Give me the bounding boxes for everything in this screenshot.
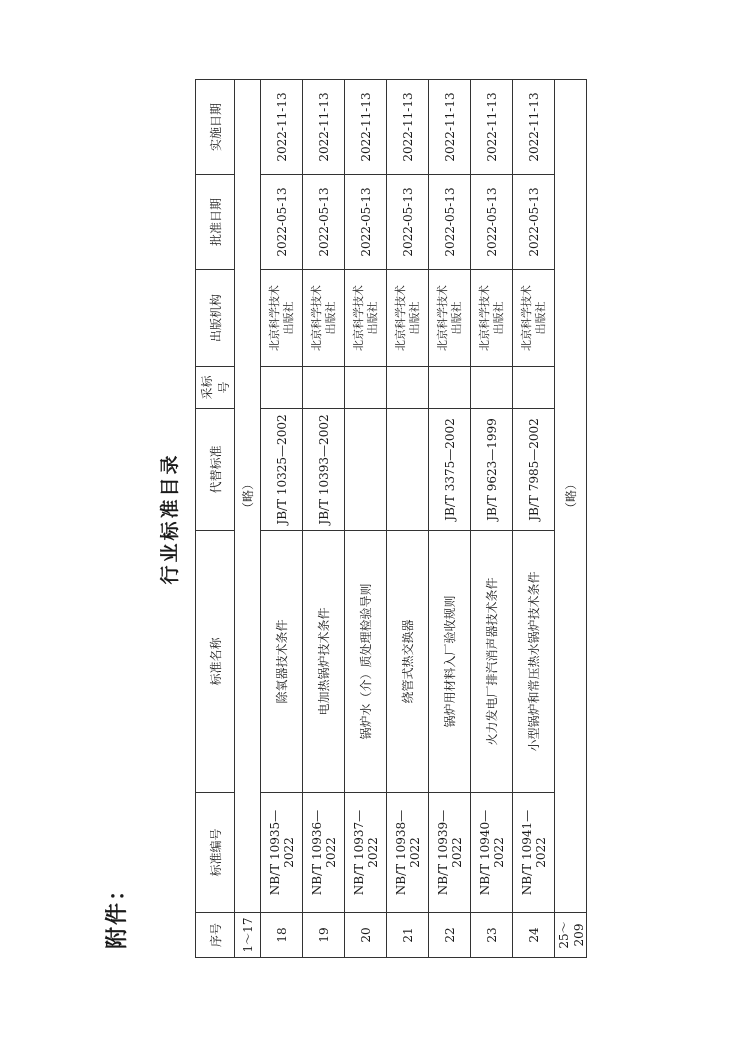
publisher-line: 出版社 (491, 301, 505, 335)
replaced-standard: JB/T 10325—2002 (261, 409, 303, 531)
column-header: 标准编号 (196, 793, 235, 913)
approval-date: 2022-05-13 (303, 175, 345, 270)
standard-code: NB/T 10940—2022 (471, 793, 513, 913)
omitted-note: （略） (555, 80, 587, 913)
adopted-standard-no (345, 367, 387, 409)
publisher (471, 270, 513, 367)
adopted-standard-no (471, 367, 513, 409)
column-header: 采标号 (196, 367, 235, 409)
publisher-line: 北京科学技术 (435, 285, 449, 351)
publisher-line: 出版社 (281, 301, 295, 335)
standard-code: NB/T 10939—2022 (429, 793, 471, 913)
standards-table (195, 79, 587, 958)
standard-name: 除氧器技术条件 (261, 531, 303, 793)
table-header-row (196, 80, 235, 958)
publisher-line: 北京科学技术 (309, 285, 323, 351)
replaced-standard: JB/T 10393—2002 (303, 409, 345, 531)
publisher-line: 北京科学技术 (477, 285, 491, 351)
approval-date: 2022-05-13 (261, 175, 303, 270)
adopted-standard-no (513, 367, 555, 409)
replaced-standard: JB/T 3375—2002 (429, 409, 471, 531)
standard-name: 小型锅炉和常压热水锅炉技术条件 (513, 531, 555, 793)
row-seq: 18 (261, 913, 303, 958)
row-seq: 20 (345, 913, 387, 958)
row-seq: 19 (303, 913, 345, 958)
publisher-line: 出版社 (533, 301, 547, 335)
column-header: 代替标准 (196, 409, 235, 531)
column-header: 批准日期 (196, 175, 235, 270)
table-row (513, 80, 555, 958)
approval-date: 2022-05-13 (471, 175, 513, 270)
adopted-standard-no (261, 367, 303, 409)
replaced-standard: JB/T 7985—2002 (513, 409, 555, 531)
column-header: 序号 (196, 913, 235, 958)
effective-date: 2022-11-13 (429, 80, 471, 175)
publisher (261, 270, 303, 367)
publisher-line: 北京科学技术 (519, 285, 533, 351)
standard-name: 锅炉水（介）质处理检验导则 (345, 531, 387, 793)
standard-name: 火力发电厂排汽消声器技术条件 (471, 531, 513, 793)
effective-date: 2022-11-13 (261, 80, 303, 175)
attachment-label: 附件： (105, 876, 130, 949)
publisher-line: 出版社 (407, 301, 421, 335)
adopted-standard-no (303, 367, 345, 409)
publisher (513, 270, 555, 367)
adopted-standard-no (387, 367, 429, 409)
row-seq: 23 (471, 913, 513, 958)
publisher (303, 270, 345, 367)
publisher-line: 出版社 (365, 301, 379, 335)
table-row-omitted (555, 80, 587, 958)
effective-date: 2022-11-13 (513, 80, 555, 175)
table-row (387, 80, 429, 958)
replaced-standard (387, 409, 429, 531)
row-seq-range: 1～17 (235, 913, 261, 958)
publisher (429, 270, 471, 367)
standard-code: NB/T 10936—2022 (303, 793, 345, 913)
replaced-standard: JB/T 9623—1999 (471, 409, 513, 531)
publisher-line: 出版社 (323, 301, 337, 335)
publisher-line: 北京科学技术 (393, 285, 407, 351)
table-row-omitted (235, 80, 261, 958)
table-row (303, 80, 345, 958)
effective-date: 2022-11-13 (387, 80, 429, 175)
standard-code: NB/T 10941—2022 (513, 793, 555, 913)
standard-name: 电加热锅炉技术条件 (303, 531, 345, 793)
omitted-note: （略） (235, 80, 261, 913)
table-row (261, 80, 303, 958)
effective-date: 2022-11-13 (471, 80, 513, 175)
table-row (429, 80, 471, 958)
standard-code: NB/T 10938—2022 (387, 793, 429, 913)
approval-date: 2022-05-13 (345, 175, 387, 270)
publisher-line: 出版社 (449, 301, 463, 335)
column-header: 实施日期 (196, 80, 235, 175)
row-seq-range: 25～209 (555, 913, 587, 958)
standard-code: NB/T 10935—2022 (261, 793, 303, 913)
column-header: 标准名称 (196, 531, 235, 793)
row-seq: 22 (429, 913, 471, 958)
table-row (471, 80, 513, 958)
approval-date: 2022-05-13 (387, 175, 429, 270)
standard-code: NB/T 10937—2022 (345, 793, 387, 913)
column-header: 出版机构 (196, 270, 235, 367)
effective-date: 2022-11-13 (303, 80, 345, 175)
table-row (345, 80, 387, 958)
publisher (387, 270, 429, 367)
adopted-standard-no (429, 367, 471, 409)
standard-name: 锅炉用材料入厂验收规则 (429, 531, 471, 793)
publisher-line: 北京科学技术 (267, 285, 281, 351)
row-seq: 24 (513, 913, 555, 958)
replaced-standard (345, 409, 387, 531)
document-title: 行业标准目录 (159, 452, 181, 585)
effective-date: 2022-11-13 (345, 80, 387, 175)
approval-date: 2022-05-13 (429, 175, 471, 270)
row-seq: 21 (387, 913, 429, 958)
standard-name: 绕管式热交换器 (387, 531, 429, 793)
publisher (345, 270, 387, 367)
approval-date: 2022-05-13 (513, 175, 555, 270)
publisher-line: 北京科学技术 (351, 285, 365, 351)
